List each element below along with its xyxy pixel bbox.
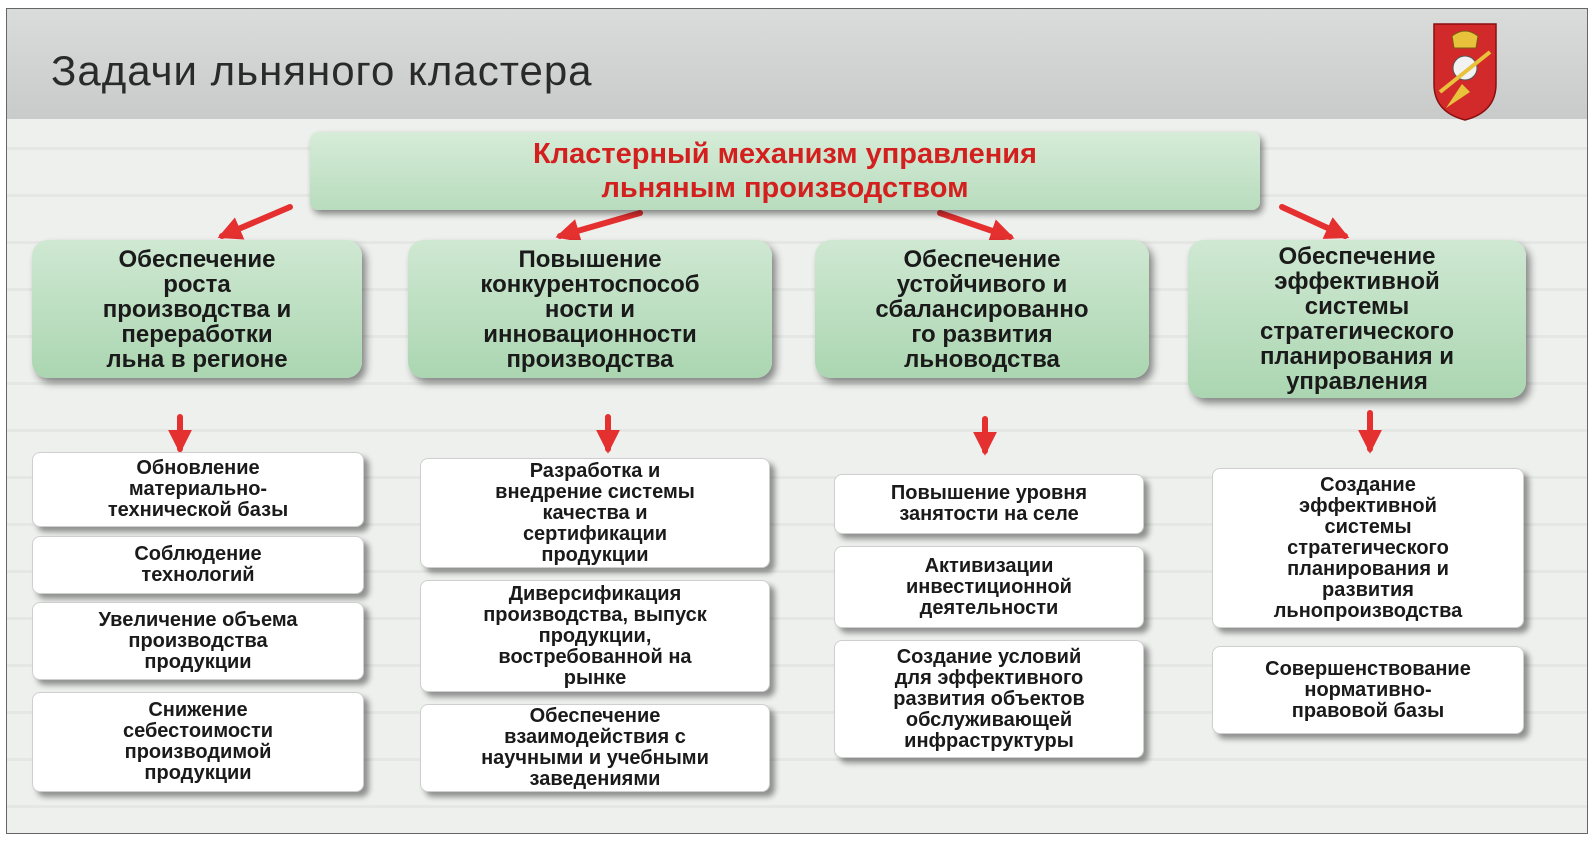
- subtask-2-1: [420, 458, 770, 568]
- subtask-label: Совершенствование нормативно- правовой базы: [1265, 657, 1471, 722]
- task-box-1-label: Обеспечение роста производства и переработки льна в регионе: [102, 245, 292, 373]
- page-title: Задачи льняного кластера: [51, 47, 593, 94]
- task-box-2: [408, 240, 772, 378]
- subtask-2-3: [420, 704, 770, 792]
- subtask-label: Создание условий для эффективного развития объектов обслуживающей инфраструктуры: [893, 645, 1085, 752]
- subtask-label: Обеспечение взаимодействия с научными и учебными заведениями: [481, 705, 709, 790]
- subtask-label: Диверсификация производства, выпуск продукции, востребованной на рынке: [483, 582, 707, 689]
- subtask-3-2: [834, 546, 1144, 628]
- subtask-label: Создание эффективной системы стратегического планирования и развития льнопроизводства: [1273, 473, 1463, 622]
- task-box-4-label: Обеспечение эффективной системы стратегического планирования и управления: [1259, 243, 1455, 395]
- arrow-top-to-col4: [1282, 207, 1345, 236]
- subtask-label: Активизации инвестиционной деятельности: [906, 554, 1072, 619]
- subtask-label: Увеличение объема производства продукции: [98, 608, 298, 673]
- subtask-label: Повышение уровня занятости на селе: [890, 482, 1088, 525]
- task-box-1: [32, 240, 362, 378]
- arrow-top-to-col2: [560, 213, 640, 236]
- arrow-top-to-col3: [940, 213, 1010, 237]
- task-box-4: [1188, 240, 1526, 398]
- subtask-label: Соблюдение технологий: [134, 543, 262, 586]
- subtask-1-2: [32, 536, 364, 594]
- subtask-label: Разработка и внедрение системы качества и сертификации продукции: [495, 459, 695, 566]
- subtask-1-4: [32, 692, 364, 792]
- top-box-label: Кластерный механизм управления льняным производством: [533, 138, 1037, 204]
- subtask-3-3: [834, 640, 1144, 758]
- subtask-label: Снижение себестоимости производимой продукции: [122, 699, 274, 784]
- subtask-1-3: [32, 602, 364, 680]
- subtask-4-2: [1212, 646, 1524, 734]
- task-box-2-label: Повышение конкурентоспособ ности и инновационности производства: [480, 245, 700, 373]
- subtask-4-1: [1212, 468, 1524, 628]
- subtask-3-1: [834, 474, 1144, 534]
- task-box-3-label: Обеспечение устойчивого и сбалансированно го развития льноводства: [875, 245, 1089, 373]
- task-box-3: [815, 240, 1149, 378]
- subtask-1-1: [32, 452, 364, 527]
- top-box-cluster-mechanism: [310, 132, 1260, 210]
- arrow-top-to-col1: [222, 207, 290, 236]
- subtask-2-2: [420, 580, 770, 692]
- subtask-label: Обновление материально- технической базы: [107, 457, 289, 521]
